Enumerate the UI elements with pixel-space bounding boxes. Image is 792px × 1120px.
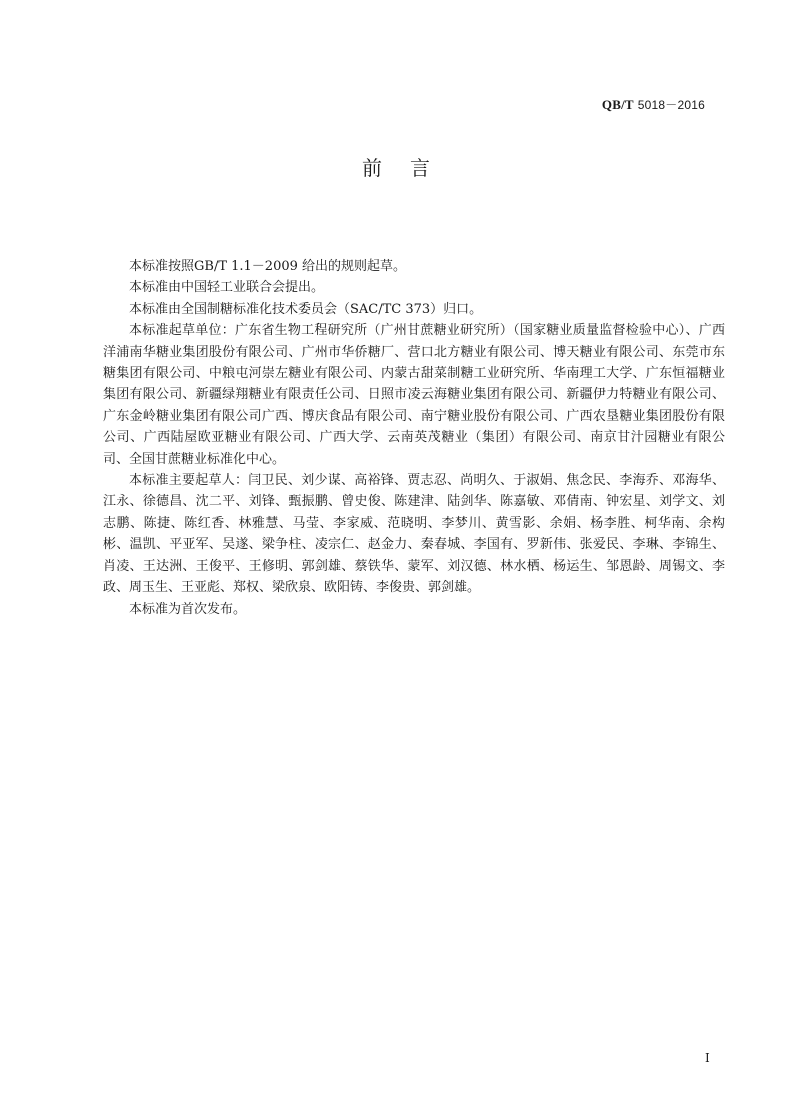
page-number: I — [705, 1051, 710, 1065]
paragraph-committee: 本标准由全国制糖标准化技术委员会（SAC/TC 373）归口。 — [129, 301, 483, 317]
foreword-body — [103, 256, 725, 620]
page-title: 前言 — [362, 156, 458, 180]
paragraph-drafters: 本标准主要起草人：闫卫民、刘少谋、高裕锋、贾志忍、尚明久、于淑娟、焦念民、李海乔、邓海华、江永、徐德昌、沈二平、刘锋、甄振鹏、曾史俊、陈建津、陆剑华、陈嘉敏、邓倩南、钟宏星、刘学文、刘志鹏、陈捷、陈红香、林雅慧、马莹、李家威、范晓明、李梦川、黄雪影、余娟、杨李胜、柯华南、余构彬、温凯、平亚军、吴遂、梁争柱、凌宗仁、赵金力、秦春城、李国有、罗新伟、张爱民、李琳、李锦生、肖凌、王达洲、王俊平、王修明、郭剑雄、蔡铁华、蒙军、刘汉德、林水栖、杨运生、邹恩龄、周锡文、李政、周玉生、王亚彪、郑权、梁欣泉、欧阳铸、李俊贵、郭剑雄。 — [103, 473, 725, 596]
standard-code-number: 5018－2016 — [637, 98, 705, 112]
standard-code-prefix: QB/T — [601, 97, 634, 112]
paragraph-drafting-units: 本标准起草单位：广东省生物工程研究所（广州甘蔗糖业研究所）（国家糖业质量监督检验中心）、广西洋浦南华糖业集团股份有限公司、广州市华侨糖厂、营口北方糖业有限公司、博天糖业有限公司、东莞市东糖集团有限公司、中粮屯河崇左糖业有限公司、内蒙古甜菜制糖工业研究所、华南理工大学、广东恒福糖业集团有限公司、新疆绿翔糖业有限责任公司、日照市凌云海糖业集团有限公司、新疆伊力特糖业有限公司、广东金岭糖业集团有限公司广西、博庆食品有限公司、南宁糖业股份有限公司、广西农垦糖业集团股份有限公司、广西陆屋欧亚糖业有限公司、广西大学、云南英茂糖业（集团）有限公司、南京甘汁园糖业有限公司、全国甘蔗糖业标准化中心。 — [103, 323, 725, 467]
paragraph-proposer: 本标准由中国轻工业联合会提出。 — [129, 280, 325, 296]
paragraph-first-release: 本标准为首次发布。 — [129, 601, 247, 617]
standard-code — [602, 96, 705, 113]
paragraph-drafting-rules: 本标准按照GB/T 1.1－2009 给出的规则起草。 — [129, 259, 407, 274]
